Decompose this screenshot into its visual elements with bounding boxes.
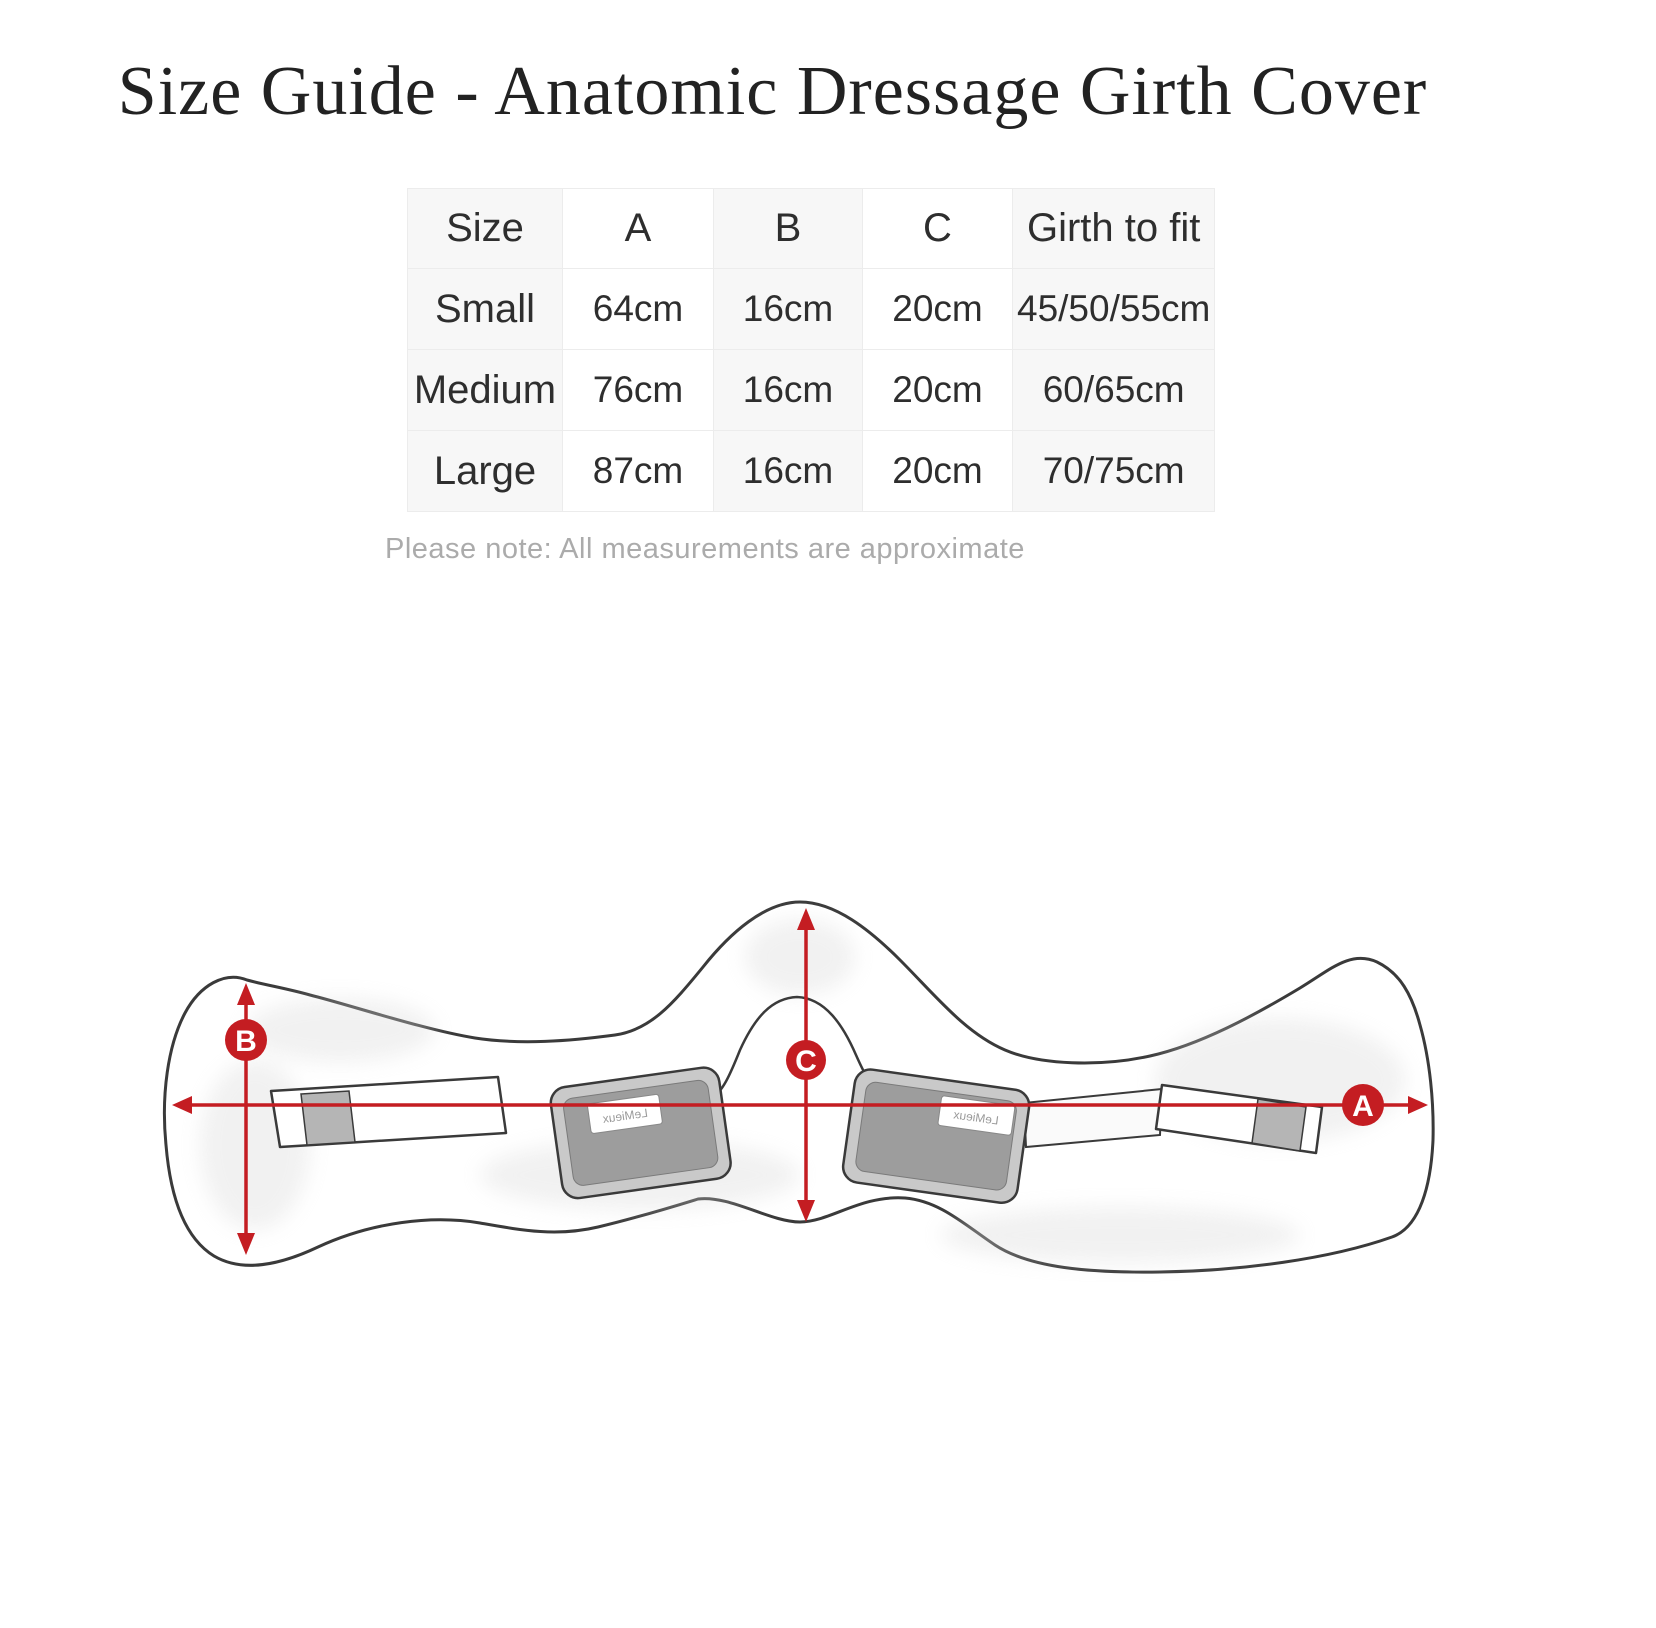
badge-b <box>225 1019 267 1061</box>
cell-large-a: 87cm <box>563 431 714 512</box>
table-header-row <box>408 189 1215 269</box>
cell-large-c: 20cm <box>863 431 1013 512</box>
svg-text:A: A <box>1352 1090 1374 1123</box>
svg-text:C: C <box>795 1045 817 1078</box>
right-elastic-strap <box>1252 1099 1306 1151</box>
row-label-small: Small <box>408 269 563 350</box>
column-header-girth: Girth to fit <box>1013 189 1215 269</box>
badge-c <box>786 1040 826 1080</box>
cell-medium-a: 76cm <box>563 350 714 431</box>
page-title: Size Guide - Anatomic Dressage Girth Cover <box>117 53 1428 130</box>
right-brand-text: LeMieux <box>952 1107 1000 1128</box>
svg-text:B: B <box>235 1025 257 1058</box>
right-buckle-panel <box>841 1067 1031 1204</box>
cell-medium-c: 20cm <box>863 350 1013 431</box>
left-elastic-strap <box>301 1091 355 1145</box>
cell-small-girth: 45/50/55cm <box>1013 269 1215 350</box>
cell-small-b: 16cm <box>714 269 863 350</box>
badge-a <box>1342 1084 1384 1126</box>
table-row-small <box>408 269 1215 350</box>
size-guide-table <box>407 188 1215 512</box>
girth-cover-diagram <box>0 845 1656 1345</box>
table-row-medium <box>408 350 1215 431</box>
measurements-note: Please note: All measurements are approximate <box>385 533 1025 565</box>
row-label-large: Large <box>408 431 563 512</box>
table-row-large <box>408 431 1215 512</box>
cell-medium-b: 16cm <box>714 350 863 431</box>
row-label-medium: Medium <box>408 350 563 431</box>
cell-small-c: 20cm <box>863 269 1013 350</box>
column-header-a: A <box>563 189 714 269</box>
cell-small-a: 64cm <box>563 269 714 350</box>
cell-medium-girth: 60/65cm <box>1013 350 1215 431</box>
left-buckle-panel <box>549 1066 733 1201</box>
column-header-c: C <box>863 189 1013 269</box>
cell-large-b: 16cm <box>714 431 863 512</box>
left-brand-text: LeMieux <box>601 1105 649 1126</box>
column-header-b: B <box>714 189 863 269</box>
column-header-size: Size <box>408 189 563 269</box>
cell-large-girth: 70/75cm <box>1013 431 1215 512</box>
